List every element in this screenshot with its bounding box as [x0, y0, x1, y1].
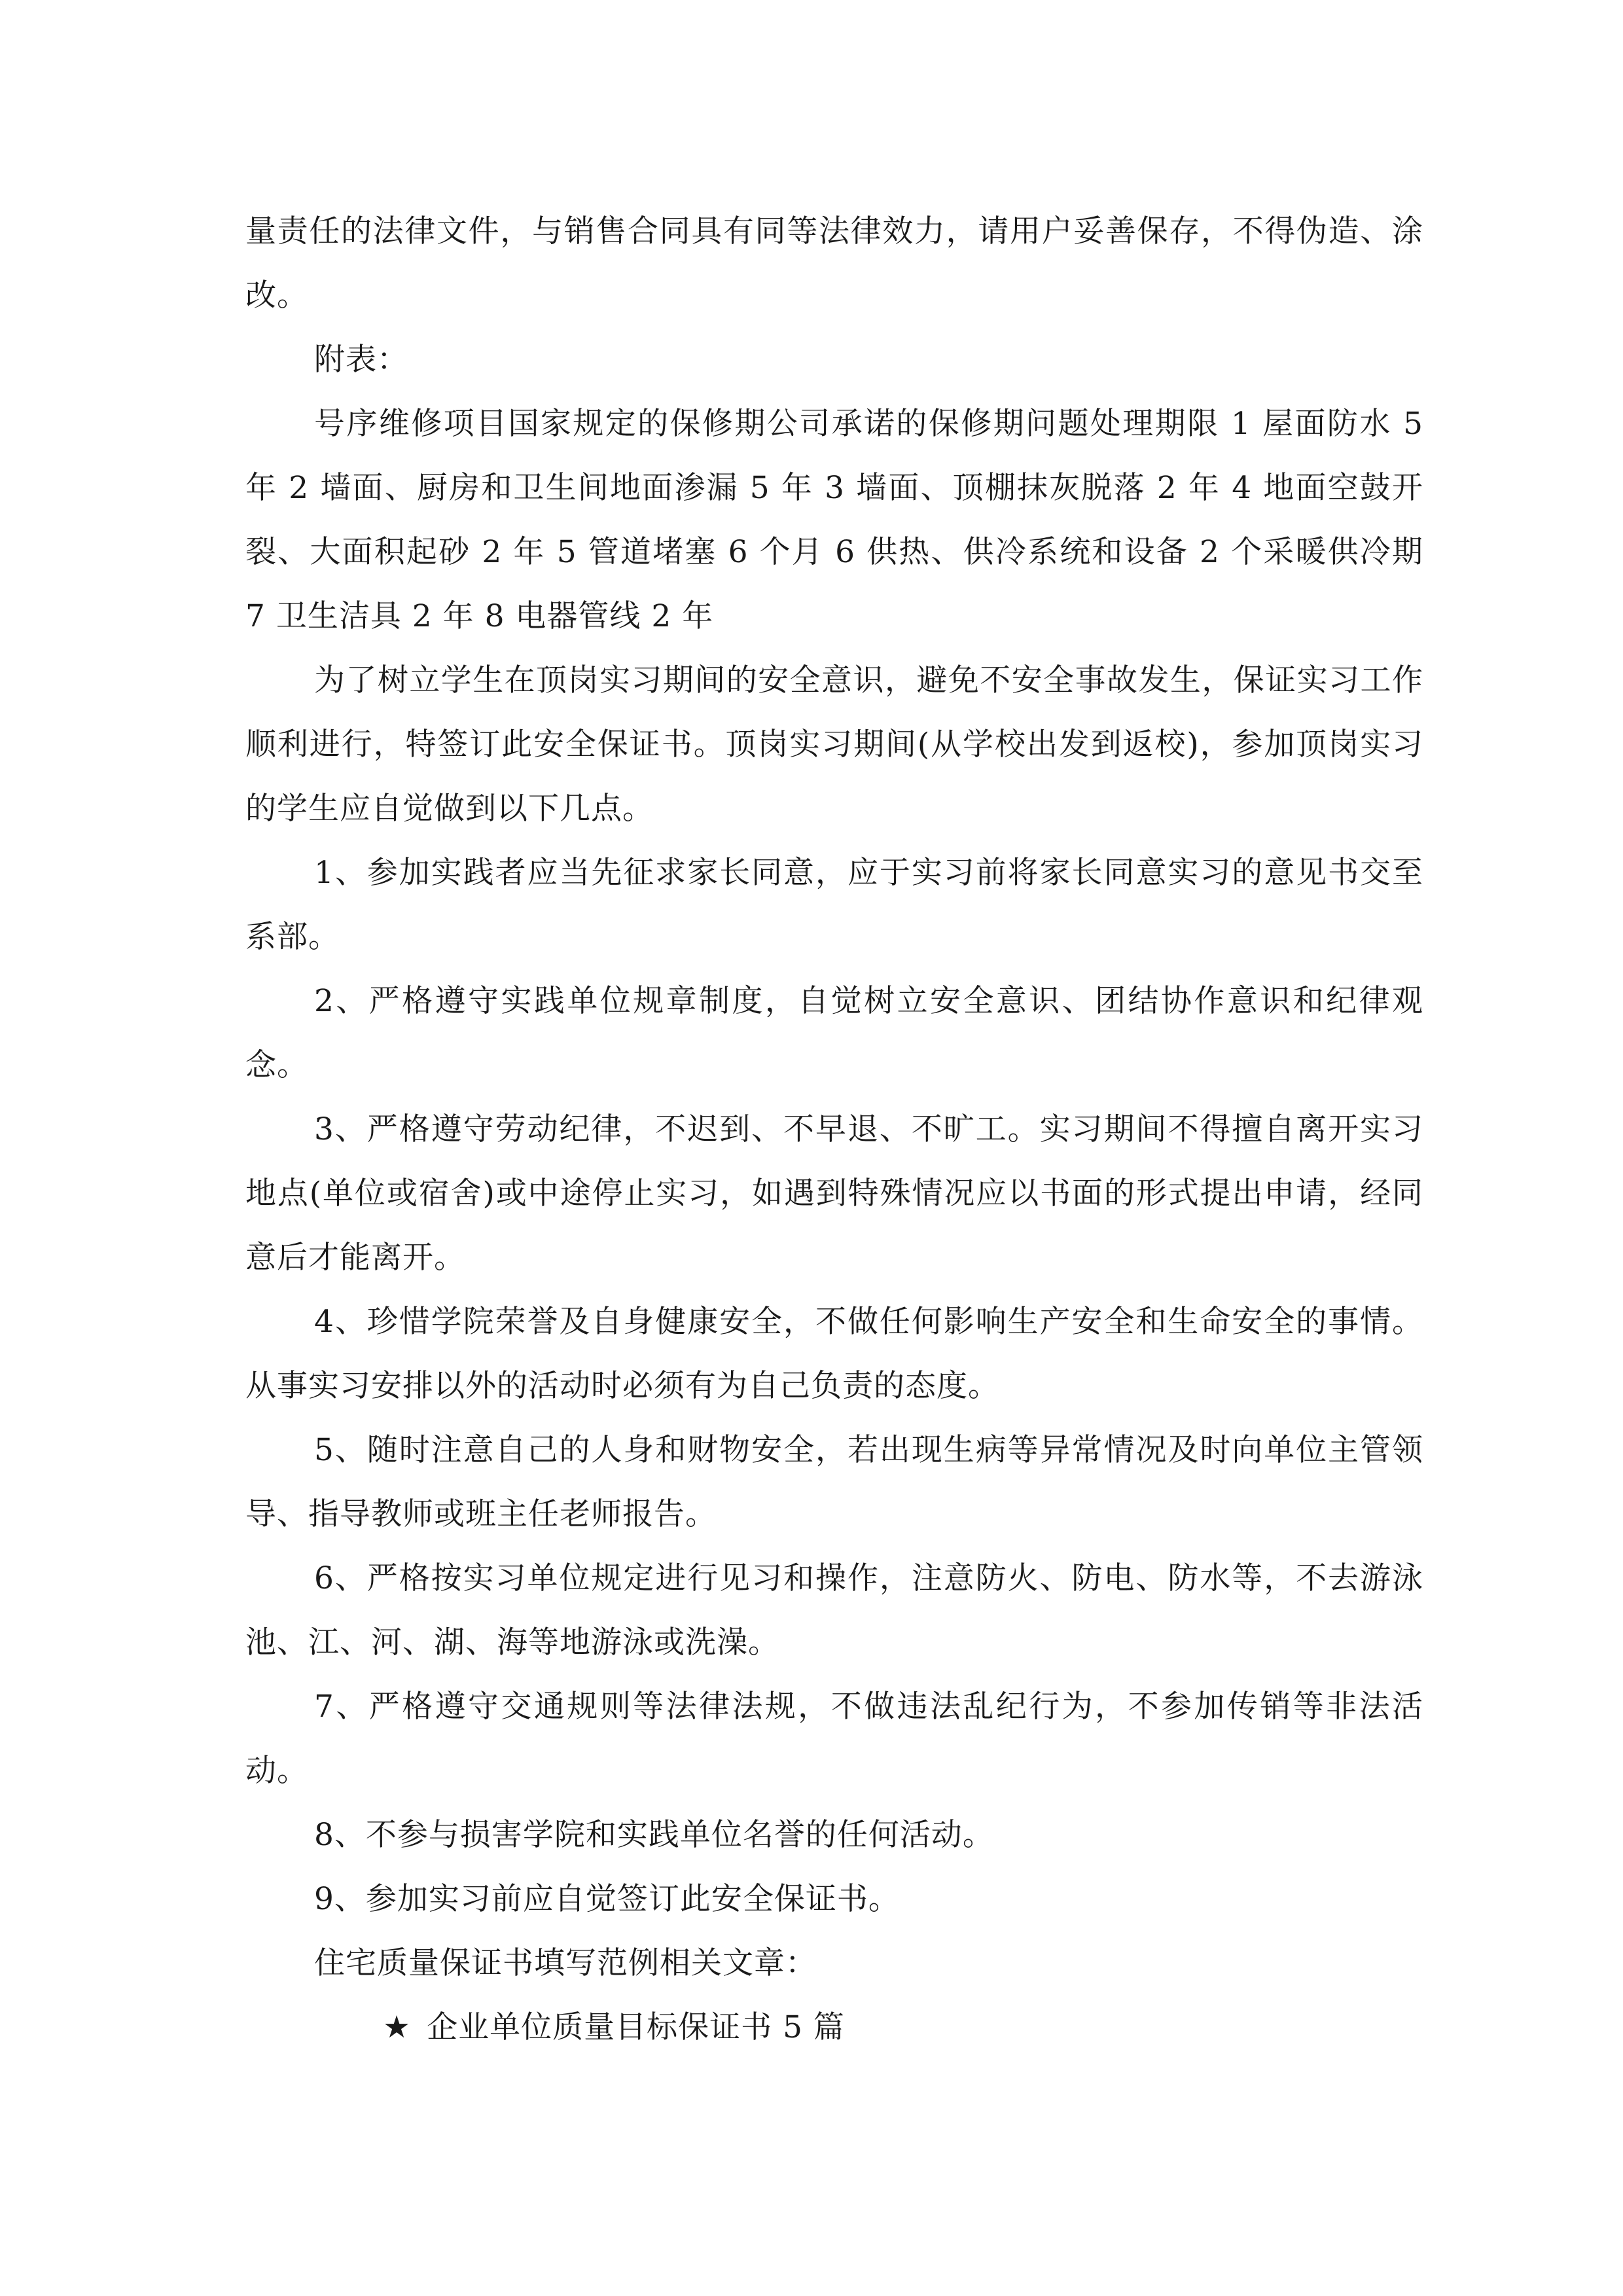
star-icon: ★ — [383, 2009, 412, 2045]
document-body — [245, 200, 1423, 2060]
paragraph-rule-5: 5、随时注意自己的人身和财物安全，若出现生病等异常情况及时向单位主管领导、指导教师或班主任老师报告。 — [245, 1432, 1423, 1532]
paragraph-rule-1: 1、参加实践者应当先征求家长同意，应于实习前将家长同意实习的意见书交至系部。 — [245, 855, 1423, 955]
related-articles-heading: 住宅质量保证书填写范例相关文章： — [314, 1945, 817, 1981]
paragraph-rule-2: 2、严格遵守实践单位规章制度，自觉树立安全意识、团结协作意识和纪律观念。 — [245, 983, 1423, 1083]
paragraph-intro: 为了树立学生在顶岗实习期间的安全意识，避免不安全事故发生，保证实习工作顺利进行，特签订此安全保证书。顶岗实习期间(从学校出发到返校)，参加顶岗实习的学生应自觉做到以下几点。 — [245, 662, 1423, 827]
paragraph-rule-7: 7、严格遵守交通规则等法律法规，不做违法乱纪行为，不参加传销等非法活动。 — [245, 1689, 1423, 1789]
related-article-link[interactable] — [245, 1996, 1423, 2060]
paragraph-rule-9: 9、参加实习前应自觉签订此安全保证书。 — [314, 1881, 900, 1917]
paragraph-warranty-table: 号序维修项目国家规定的保修期公司承诺的保修期问题处理期限 1 屋面防水 5 年 2 墙面、厨房和卫生间地面渗漏 5 年 3 墙面、顶棚抹灰脱落 2 年 4 地面空鼓开裂、大面积起砂 2 年 5 管道堵塞 6 个月 6 供热、供冷系统和设备 2 个采暖供冷期 7 卫生洁具 2 年 8 电器管线 2 年 — [245, 406, 1423, 634]
paragraph-rule-8: 8、不参与损害学院和实践单位名誉的任何活动。 — [314, 1817, 994, 1853]
paragraph-rule-3: 3、严格遵守劳动纪律，不迟到、不早退、不旷工。实习期间不得擅自离开实习地点(单位或宿舍)或中途停止实习，如遇到特殊情况应以书面的形式提出申请，经同意后才能离开。 — [245, 1111, 1423, 1276]
paragraph-appendix-label: 附表： — [314, 342, 408, 378]
related-article-label[interactable]: 企业单位质量目标保证书 5 篇 — [427, 2009, 845, 2045]
paragraph-rule-4: 4、珍惜学院荣誉及自身健康安全，不做任何影响生产安全和生命安全的事情。从事实习安排以外的活动时必须有为自己负责的态度。 — [245, 1304, 1423, 1404]
paragraph-continuation: 量责任的法律文件，与销售合同具有同等法律效力，请用户妥善保存，不得伪造、涂改。 — [245, 213, 1423, 314]
paragraph-rule-6: 6、严格按实习单位规定进行见习和操作，注意防火、防电、防水等，不去游泳池、江、河、湖、海等地游泳或洗澡。 — [245, 1560, 1423, 1660]
